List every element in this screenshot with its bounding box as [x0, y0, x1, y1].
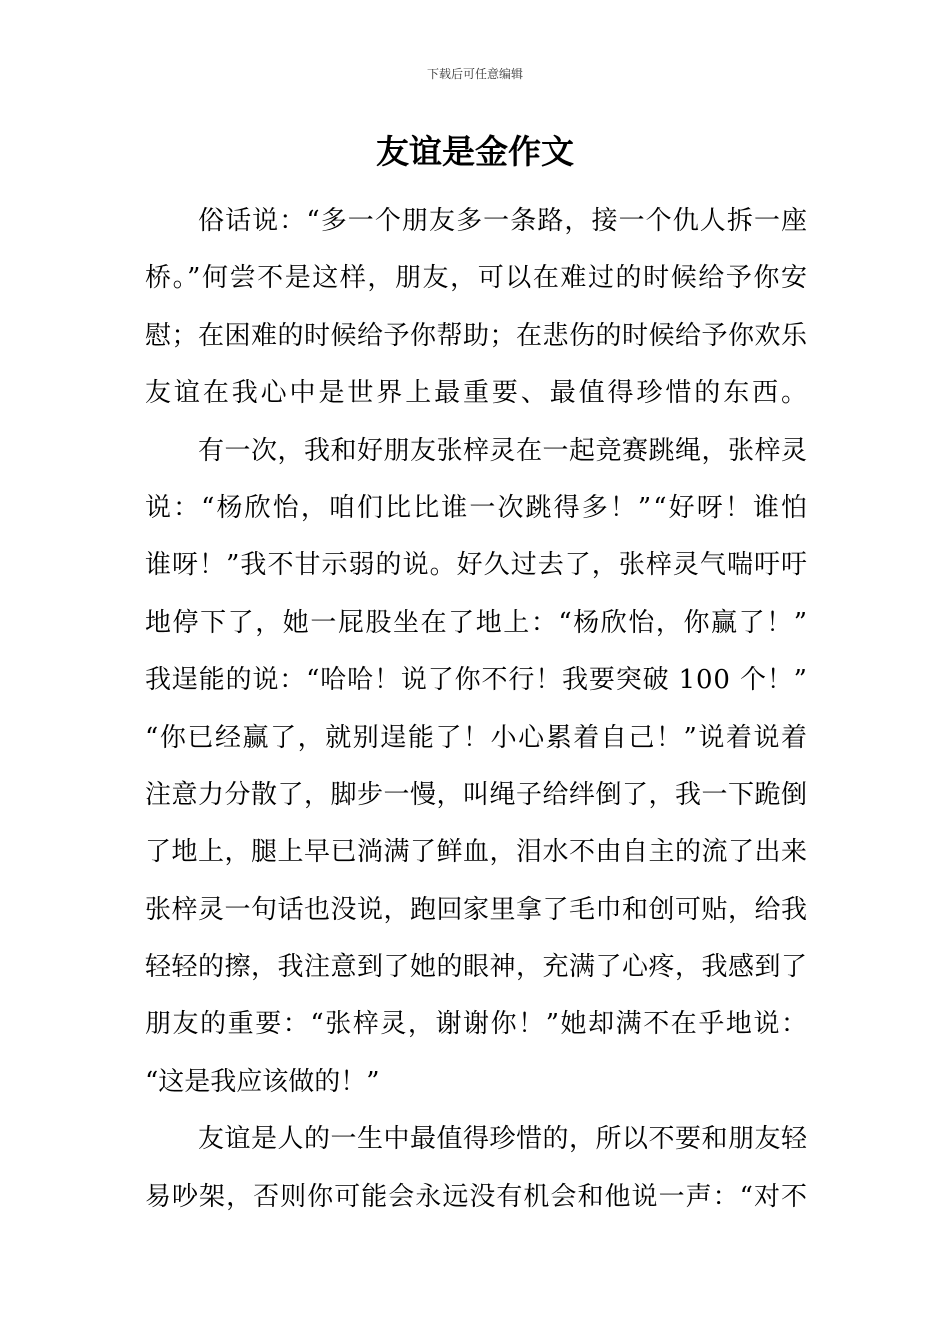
page-title: 友谊是金作文 [376, 132, 574, 171]
header-note: 下载后可任意编辑 [426, 67, 523, 81]
text-line: 俗话说：“多一个朋友多一条路，接一个仇人拆一座 [198, 206, 809, 236]
text-line: 谁呀！”我不甘示弱的说。好久过去了，张梓灵气喘吁吁 [145, 550, 809, 581]
text-line: 地停下了，她一屁股坐在了地上：“杨欣怡，你赢了！” [145, 607, 809, 638]
text-line: “你已经赢了，就别逞能了！小心累着自己！”说着说着 [145, 722, 809, 753]
text-line: 说：“杨欣怡，咱们比比谁一次跳得多！”“好呀！谁怕 [145, 492, 810, 523]
text-line: 友谊在我心中是世界上最重要、最值得珍惜的东西。 [145, 378, 810, 409]
text-line: 张梓灵一句话也没说，跑回家里拿了毛巾和创可贴，给我 [145, 894, 808, 925]
text-line: 易吵架，否则你可能会永远没有机会和他说一声：“对不 [145, 1181, 809, 1212]
text-line: 注意力分散了，脚步一慢，叫绳子给绊倒了，我一下跪倒 [145, 779, 808, 810]
text-line: 我逞能的说：“哈哈！说了你不行！我要突破 100 个！” [145, 665, 808, 696]
text-line: 了地上，腿上早已淌满了鲜血，泪水不由自主的流了出来 [145, 837, 808, 868]
text-line: “这是我应该做的！” [145, 1066, 380, 1097]
text-line: 慰；在困难的时候给予你帮助；在悲伤的时候给予你欢乐 [145, 320, 808, 351]
text-line: 轻轻的擦，我注意到了她的眼神，充满了心疼，我感到了 [145, 952, 808, 983]
text-line: 桥。”何尝不是这样，朋友，可以在难过的时候给予你安 [145, 263, 809, 294]
text-line: 友谊是人的一生中最值得珍惜的，所以不要和朋友轻 [198, 1124, 808, 1155]
text-line: 朋友的重要：“张梓灵，谢谢你！”她却满不在乎地说： [145, 1009, 809, 1040]
text-line: 有一次，我和好朋友张梓灵在一起竞赛跳绳，张梓灵 [198, 435, 808, 466]
body-text [145, 193, 810, 1226]
